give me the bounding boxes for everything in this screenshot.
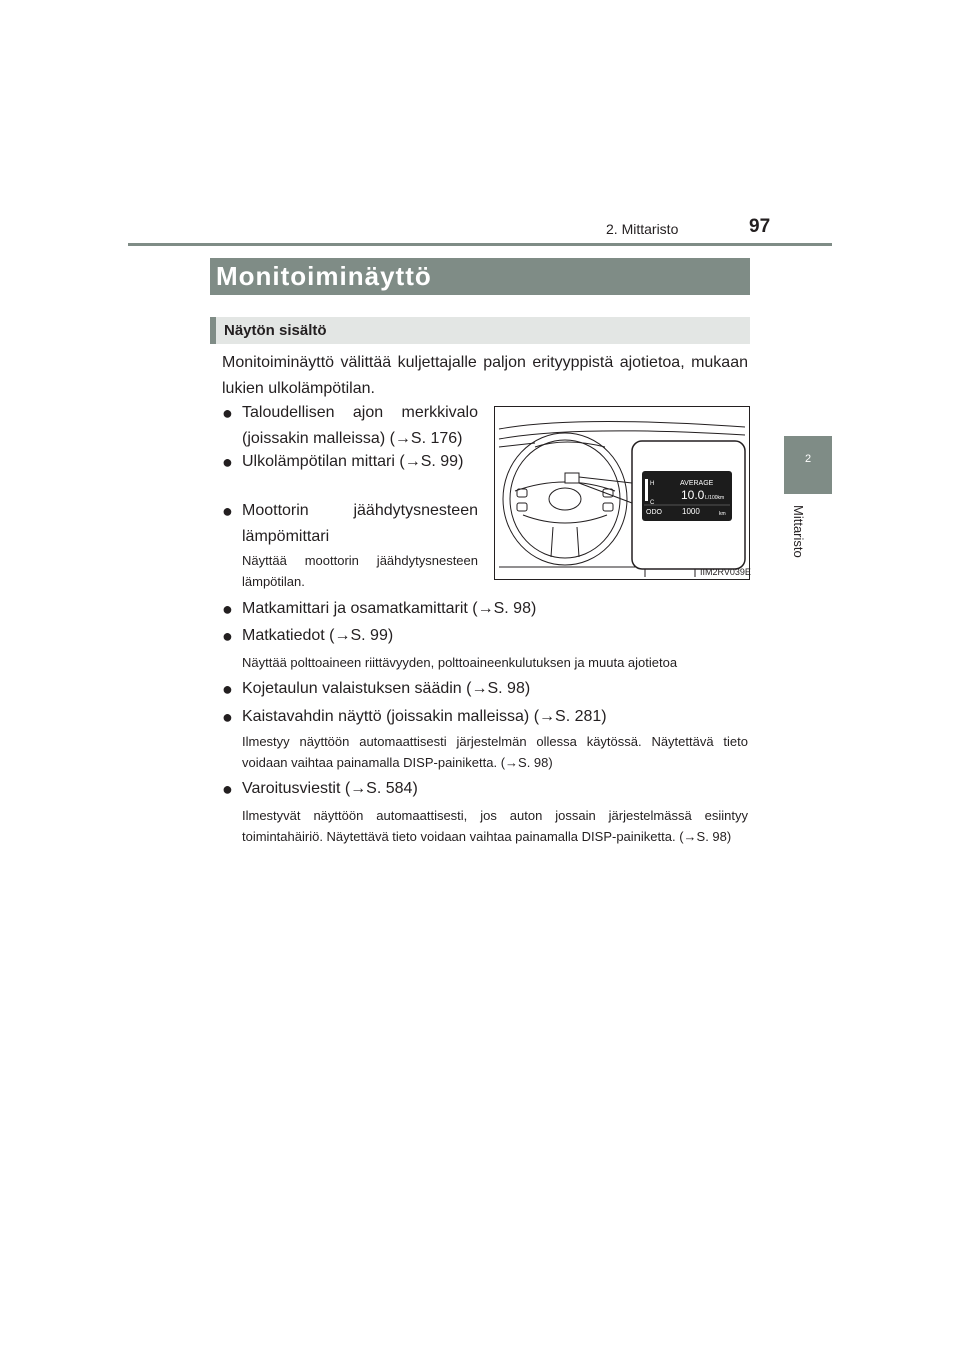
bullet-icon: ● [222,779,233,799]
chapter-tab-number: 2 [804,453,812,465]
list-item [222,498,478,550]
section-subtitle: Näytön sisältö [210,317,750,344]
header-section-title: 2. Mittaristo [606,221,679,237]
list-item-text: Ulkolämpötilan mittari (→S. 99) [242,453,464,470]
bullet-icon: ● [222,403,233,423]
odo-label: ODO [646,509,662,516]
page-number: 97 [749,216,771,237]
display-value: 10.0 [681,488,705,502]
bullet-icon: ● [222,599,233,619]
bullet-icon: ● [222,452,233,472]
chapter-tab [784,436,832,494]
list-item [222,596,748,622]
odo-value: 1000 [682,507,700,516]
intro-paragraph: Monitoiminäyttö välittää kuljettajalle paljon erityyppistä ajotietoa, mukaan lukien ulkolämpötilan. [222,354,748,397]
list-item-text: Taloudellisen ajon merkkivalo (joissakin malleissa) (→S. 176) [242,404,478,447]
list-item-text: Kojetaulun valaistuksen säädin (→S. 98) [242,680,531,697]
list-item [222,449,478,475]
gauge-low-label: C [650,500,655,506]
list-item-text: Varoitusviestit (→S. 584) [242,780,418,797]
list-item [222,400,478,452]
list-item-note: Ilmestyy näyttöön automaattisesti järjestelmän ollessa käytössä. Näytettävä tieto voidaan vaihtaa painamalla DISP-painiketta. (→S. 98) [242,734,748,770]
instrument-panel-illustration [494,406,750,580]
bullet-icon: ● [222,501,233,521]
bullet-icon: ● [222,707,233,727]
list-item-text: Kaistavahdin näyttö (joissakin malleissa) (→S. 281) [242,708,607,725]
list-item [222,676,748,702]
bullet-icon: ● [222,626,233,646]
steering-wheel-display-drawing [495,407,749,579]
list-item-note: Näyttää moottorin jäähdytysnesteen lämpötilan. [242,553,478,589]
list-item [222,623,748,649]
display-unit: L/100km [705,495,725,501]
figure-code: IIM2RV039E [700,567,751,577]
list-item [222,704,748,730]
list-item-note: Ilmestyvät näyttöön automaattisesti, jos auton jossain järjestelmässä esiintyy toimintahäiriö. Näytettävä tieto voidaan vaihtaa painamalla DISP-painiketta. (→S. 98) [242,808,748,844]
list-item-note: Näyttää polttoaineen riittävyyden, polttoaineenkulutuksen ja muuta ajotietoa [242,655,678,670]
bullet-icon: ● [222,679,233,699]
gauge-high-label: H [650,481,655,487]
page-title: Monitoiminäyttö [210,258,750,295]
list-item [222,776,748,802]
chapter-tab-label: Mittaristo [791,505,806,558]
list-item-text: Moottorin jäähdytysnesteen lämpömittari [242,502,478,545]
header-rule [128,243,832,246]
display-mode-label: AVERAGE [680,480,714,487]
list-item-text: Matkatiedot (→S. 99) [242,627,394,644]
list-item-text: Matkamittari ja osamatkamittarit (→S. 98) [242,600,537,617]
odo-unit: km [719,511,726,517]
